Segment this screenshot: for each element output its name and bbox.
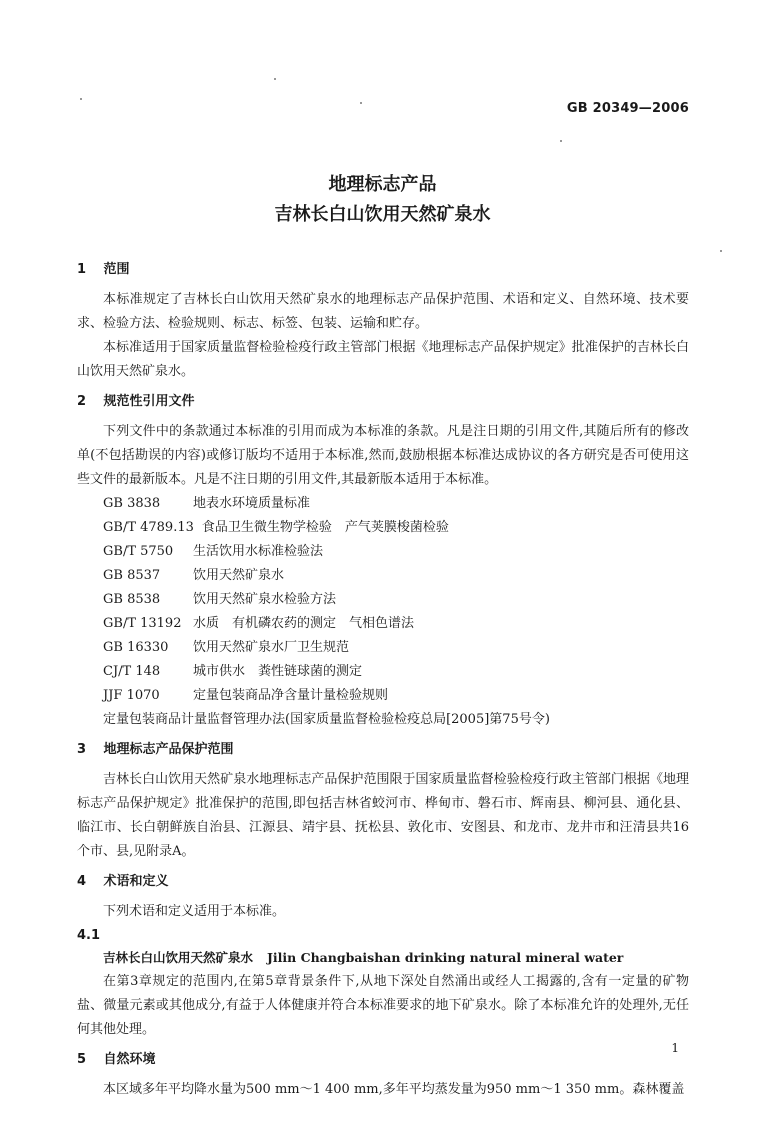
document-title-line1: 地理标志产品 bbox=[328, 174, 437, 195]
scan-speck bbox=[560, 140, 562, 142]
reference-code: CJ/T 148 bbox=[103, 664, 161, 679]
reference-code: GB 3838 bbox=[103, 496, 161, 511]
scan-speck bbox=[720, 250, 722, 252]
reference-title: 定量包装商品净含量计量检验规则 bbox=[193, 688, 389, 703]
reference-code: GB/T 13192 bbox=[103, 616, 182, 631]
reference-title: 饮用天然矿泉水厂卫生规范 bbox=[193, 640, 350, 655]
reference-item bbox=[77, 588, 689, 612]
section-heading bbox=[77, 870, 689, 894]
section-number: 1 bbox=[77, 262, 87, 277]
section-title: 地理标志产品保护范围 bbox=[103, 742, 234, 757]
reference-title: 食品卫生微生物学检验 产气荚膜梭菌检验 bbox=[201, 520, 449, 535]
document-title-line2: 吉林长白山饮用天然矿泉水 bbox=[274, 204, 491, 225]
term-definition: 在第3章规定的范围内,在第5章背景条件下,从地下深处自然涌出或经人工揭露的,含有一定量的矿物盐、微量元素或其他成分,有益于人体健康并符合本标准要求的地下矿泉水。除了本标准允许的处理外,无任何其他处理。 bbox=[77, 974, 689, 1037]
paragraph: 下列文件中的条款通过本标准的引用而成为本标准的条款。凡是注日期的引用文件,其随后所有的修改单(不包括勘误的内容)或修订版均不适用于本标准,然而,鼓励根据本标准达成协议的各方研究是否可使用这些文件的最新版本。凡是不注日期的引用文件,其最新版本适用于本标准。 bbox=[77, 424, 689, 487]
document-body bbox=[77, 258, 689, 1102]
reference-item bbox=[77, 516, 689, 540]
subsection-number: 4.1 bbox=[77, 928, 101, 943]
section-title: 术语和定义 bbox=[103, 874, 169, 889]
reference-title: 水质 有机磷农药的测定 气相色谱法 bbox=[193, 616, 415, 631]
reference-item bbox=[77, 660, 689, 684]
paragraph: 本区域多年平均降水量为500 mm～1 400 mm,多年平均蒸发量为950 mm～1 350 mm。森林覆盖 bbox=[103, 1082, 685, 1097]
paragraph: 下列术语和定义适用于本标准。 bbox=[103, 904, 286, 919]
standard-code: GB 20349—2006 bbox=[566, 101, 689, 116]
reference-code: GB/T 4789.13 bbox=[103, 520, 194, 535]
section-heading bbox=[77, 390, 689, 414]
section-heading bbox=[77, 258, 689, 282]
reference-title: 城市供水 粪性链球菌的测定 bbox=[193, 664, 363, 679]
section-title: 范围 bbox=[103, 262, 130, 277]
section-number: 2 bbox=[77, 394, 87, 409]
reference-code: GB 8537 bbox=[103, 568, 161, 583]
term-english: Jilin Changbaishan drinking natural mineral water bbox=[267, 950, 624, 965]
reference-item bbox=[77, 564, 689, 588]
section-number: 4 bbox=[77, 874, 87, 889]
reference-item bbox=[77, 540, 689, 564]
reference-code: GB 8538 bbox=[103, 592, 161, 607]
term-entry bbox=[77, 946, 689, 970]
page-number: 1 bbox=[671, 1041, 679, 1055]
reference-item bbox=[77, 612, 689, 636]
reference-item bbox=[77, 684, 689, 708]
section-heading bbox=[77, 1048, 689, 1072]
scan-speck bbox=[80, 98, 82, 100]
term-chinese: 吉林长白山饮用天然矿泉水 bbox=[103, 950, 254, 965]
section-heading bbox=[77, 738, 689, 762]
reference-item bbox=[77, 708, 689, 732]
section-title: 规范性引用文件 bbox=[103, 394, 195, 409]
reference-title: 地表水环境质量标准 bbox=[193, 496, 311, 511]
reference-code: GB 16330 bbox=[103, 640, 169, 655]
section-number: 3 bbox=[77, 742, 87, 757]
reference-title: 饮用天然矿泉水检验方法 bbox=[193, 592, 337, 607]
reference-title: 饮用天然矿泉水 bbox=[193, 568, 285, 583]
normative-references-list bbox=[77, 492, 689, 732]
reference-item bbox=[77, 636, 689, 660]
reference-code: GB/T 5750 bbox=[103, 544, 174, 559]
scan-speck bbox=[360, 102, 362, 104]
reference-code: JJF 1070 bbox=[103, 688, 160, 703]
paragraph: 本标准适用于国家质量监督检验检疫行政主管部门根据《地理标志产品保护规定》批准保护的吉林长白山饮用天然矿泉水。 bbox=[77, 340, 689, 379]
paragraph: 吉林长白山饮用天然矿泉水地理标志产品保护范围限于国家质量监督检验检疫行政主管部门根据《地理标志产品保护规定》批准保护的范围,即包括吉林省蛟河市、桦甸市、磐石市、辉南县、柳河县、通化县、临江市、长白朝鲜族自治县、江源县、靖宇县、抚松县、敦化市、安图县、和龙市、龙井市和汪清县共16个市、县,见附录A。 bbox=[77, 772, 689, 859]
reference-title: 生活饮用水标准检验法 bbox=[193, 544, 324, 559]
section-number: 5 bbox=[77, 1052, 87, 1067]
reference-item bbox=[77, 492, 689, 516]
reference-title: 定量包装商品计量监督管理办法(国家质量监督检验检疫总局[2005]第75号令) bbox=[103, 712, 550, 727]
section-title: 自然环境 bbox=[103, 1052, 156, 1067]
paragraph: 本标准规定了吉林长白山饮用天然矿泉水的地理标志产品保护范围、术语和定义、自然环境、技术要求、检验方法、检验规则、标志、标签、包装、运输和贮存。 bbox=[77, 292, 689, 331]
scan-speck bbox=[274, 78, 276, 80]
